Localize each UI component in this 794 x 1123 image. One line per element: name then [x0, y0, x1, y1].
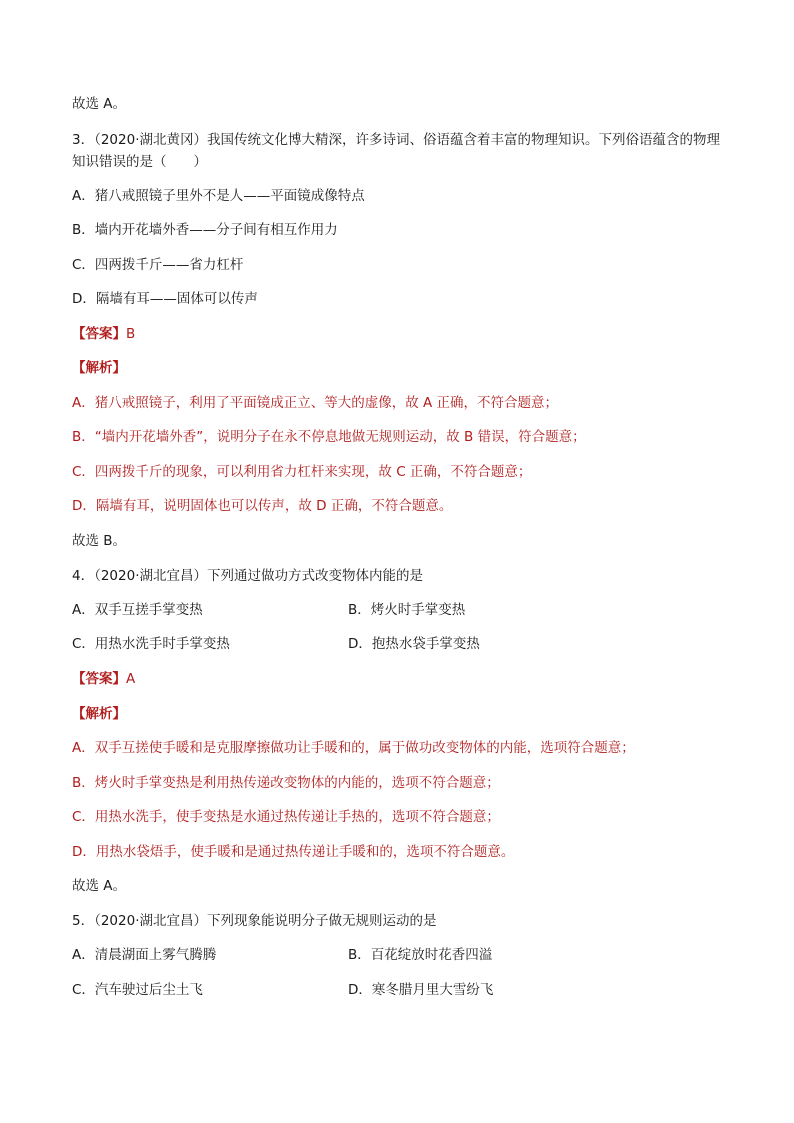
q4-options-row-2	[72, 634, 732, 654]
q3-option-b: B．墙内开花墙外香——分子间有相互作用力	[72, 222, 338, 238]
q4-analysis-d: D．用热水袋焐手，使手暖和是通过热传递让手暖和的，选项不符合题意。	[72, 844, 515, 860]
q4-conclusion: 故选 A。	[72, 878, 127, 894]
q5-option-d: D．寒冬腊月里大雪纷飞	[348, 982, 494, 998]
q3-analysis-c: C．四两拨千斤的现象，可以利用省力杠杆来实现，故 C 正确，不符合题意；	[72, 464, 532, 480]
q3-stem-line2: 知识错误的是（ ）	[72, 154, 207, 170]
prev-conclusion: 故选 A。	[72, 96, 127, 112]
q4-answer	[72, 669, 135, 689]
q4-options-row-1	[72, 600, 732, 620]
q3-analysis-d: D．隔墙有耳，说明固体也可以传声，故 D 正确，不符合题意。	[72, 498, 453, 514]
q5-stem: 5．（2020·湖北宜昌）下列现象能说明分子做无规则运动的是	[72, 913, 437, 929]
q3-option-a: A．猪八戒照镜子里外不是人——平面镜成像特点	[72, 188, 365, 204]
q4-option-a: A．双手互搓手掌变热	[72, 602, 203, 618]
q3-option-c: C．四两拨千斤——省力杠杆	[72, 257, 244, 273]
answer-label: 【答案】	[72, 671, 126, 687]
q3-conclusion: 故选 B。	[72, 533, 127, 549]
q3-stem-line1: 3．（2020·湖北黄冈）我国传统文化博大精深，许多诗词、俗语蕴含着丰富的物理知识。下列俗语蕴含的物理	[72, 132, 720, 148]
answer-value: B	[126, 326, 136, 342]
q4-stem: 4．（2020·湖北宜昌）下列通过做功方式改变物体内能的是	[72, 568, 423, 584]
q4-analysis-a: A．双手互搓使手暖和是克服摩擦做功让手暖和的，属于做功改变物体的内能，选项符合题意；	[72, 740, 635, 756]
q3-answer	[72, 324, 135, 344]
q3-analysis-label: 【解析】	[72, 360, 126, 376]
q5-options-row-1	[72, 945, 732, 965]
q3-analysis-b: B．“墙内开花墙外香”，说明分子在永不停息地做无规则运动，故 B 错误，符合题意；	[72, 429, 586, 445]
answer-value: A	[126, 671, 136, 687]
q4-option-b: B．烤火时手掌变热	[348, 602, 466, 618]
answer-label: 【答案】	[72, 326, 126, 342]
q4-analysis-c: C．用热水洗手，使手变热是水通过热传递让手热的，选项不符合题意；	[72, 809, 500, 825]
q4-analysis-b: B．烤火时手掌变热是利用热传递改变物体的内能的，选项不符合题意；	[72, 775, 500, 791]
q3-analysis-a: A．猪八戒照镜子，利用了平面镜成正立、等大的虚像，故 A 正确，不符合题意；	[72, 395, 559, 411]
q4-analysis-label: 【解析】	[72, 706, 126, 722]
q4-option-d: D．抱热水袋手掌变热	[348, 636, 480, 652]
q5-option-c: C．汽车驶过后尘土飞	[72, 982, 203, 998]
q3-option-d: D．隔墙有耳——固体可以传声	[72, 291, 258, 307]
q5-option-a: A．清晨湖面上雾气腾腾	[72, 947, 217, 963]
q5-option-b: B．百花绽放时花香四溢	[348, 947, 493, 963]
q5-options-row-2	[72, 980, 732, 1000]
q4-option-c: C．用热水洗手时手掌变热	[72, 636, 230, 652]
